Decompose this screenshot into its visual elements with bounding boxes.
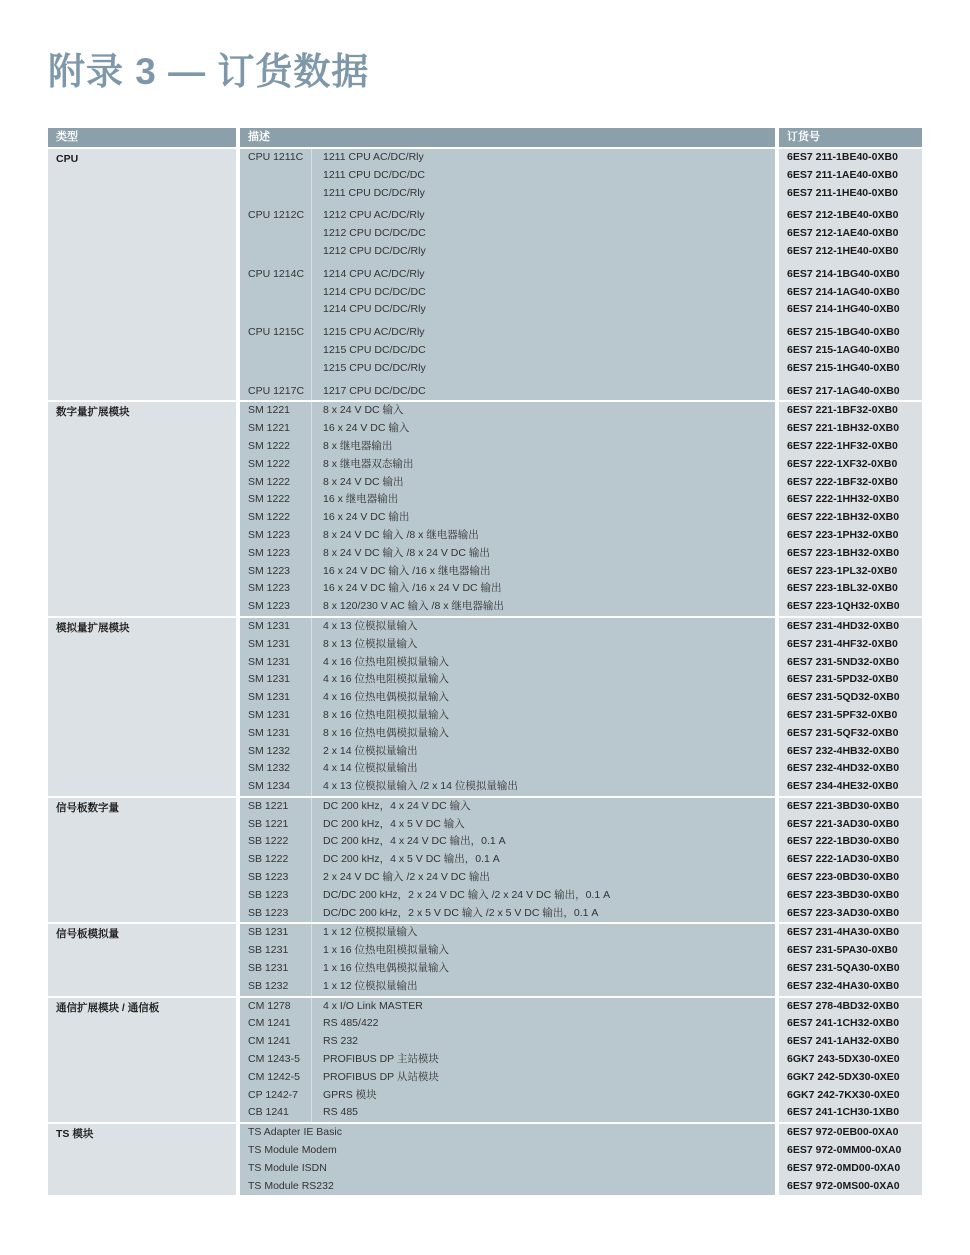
model-cell: SM 1221 — [240, 420, 312, 438]
order-number-cell: 6ES7 232-4HB32-0XB0 — [779, 743, 922, 761]
model-cell: SM 1223 — [240, 598, 312, 616]
description-cell: PROFIBUS DP 主站模块 — [312, 1051, 775, 1069]
description-cell: 1 x 12 位模拟量输入 — [312, 924, 775, 942]
order-number-cell: 6ES7 222-1HF32-0XB0 — [779, 438, 922, 456]
table-row — [240, 887, 922, 905]
description-cell: 1215 CPU DC/DC/DC — [312, 342, 775, 360]
model-cell: SM 1222 — [240, 474, 312, 492]
type-cell: 信号板模拟量 — [48, 924, 236, 995]
model-cell: SM 1222 — [240, 438, 312, 456]
description-cell: 1215 CPU DC/DC/Rly — [312, 360, 775, 378]
model-cell — [240, 342, 312, 360]
description-cell: 8 x 16 位热电阻模拟量输入 — [312, 707, 775, 725]
description-cell: 1212 CPU DC/DC/Rly — [312, 243, 775, 261]
model-cell: SB 1222 — [240, 833, 312, 851]
order-number-cell: 6ES7 972-0EB00-0XA0 — [779, 1124, 922, 1142]
description-cell: 4 x 16 位热电阻模拟量输入 — [312, 654, 775, 672]
model-cell — [240, 167, 312, 185]
description-cell: RS 485/422 — [312, 1015, 775, 1033]
table-row — [240, 202, 922, 225]
order-number-cell: 6ES7 222-1BH32-0XB0 — [779, 509, 922, 527]
table-section — [48, 924, 922, 995]
table-row — [240, 798, 922, 816]
type-cell: 模拟量扩展模块 — [48, 618, 236, 796]
model-cell: SM 1223 — [240, 563, 312, 581]
type-cell: 数字量扩展模块 — [48, 402, 236, 616]
order-number-cell: 6ES7 221-1BH32-0XB0 — [779, 420, 922, 438]
order-number-cell: 6ES7 231-5ND32-0XB0 — [779, 654, 922, 672]
table-row — [240, 998, 922, 1016]
table-section — [48, 798, 922, 923]
table-row — [240, 851, 922, 869]
description-cell: 8 x 24 V DC 输入 — [312, 402, 775, 420]
description-cell: 16 x 24 V DC 输入 /16 x 24 V DC 输出 — [312, 580, 775, 598]
model-cell: SM 1234 — [240, 778, 312, 796]
description-cell: 2 x 24 V DC 输入 /2 x 24 V DC 输出 — [312, 869, 775, 887]
description-cell: DC 200 kHz，4 x 24 V DC 输入 — [312, 798, 775, 816]
order-number-cell: 6ES7 214-1AG40-0XB0 — [779, 284, 922, 302]
order-number-cell: 6ES7 222-1BD30-0XB0 — [779, 833, 922, 851]
table-row — [240, 1069, 922, 1087]
model-cell: CM 1241 — [240, 1033, 312, 1051]
order-number-cell: 6ES7 223-1PL32-0XB0 — [779, 563, 922, 581]
model-cell — [240, 185, 312, 203]
table-header-row — [48, 128, 922, 147]
description-cell: 1212 CPU DC/DC/DC — [312, 225, 775, 243]
description-cell: 4 x 13 位模拟量输入 — [312, 618, 775, 636]
order-number-cell: 6ES7 231-5PD32-0XB0 — [779, 671, 922, 689]
description-cell: 1 x 16 位热电阻模拟量输入 — [312, 942, 775, 960]
model-cell — [240, 225, 312, 243]
table-row — [240, 1160, 922, 1178]
table-row — [240, 924, 922, 942]
order-number-cell: 6ES7 231-5QD32-0XB0 — [779, 689, 922, 707]
order-number-cell: 6GK7 243-5DX30-0XE0 — [779, 1051, 922, 1069]
order-number-cell: 6ES7 231-5QF32-0XB0 — [779, 725, 922, 743]
table-row — [240, 978, 922, 996]
table-section — [48, 998, 922, 1123]
table-row — [240, 167, 922, 185]
table-row — [240, 778, 922, 796]
description-cell: 16 x 继电器输出 — [312, 491, 775, 509]
model-cell: SM 1222 — [240, 491, 312, 509]
order-number-cell: 6ES7 972-0MM00-0XA0 — [779, 1142, 922, 1160]
order-number-cell: 6ES7 231-5QA30-0XB0 — [779, 960, 922, 978]
table-row — [240, 654, 922, 672]
order-number-cell: 6ES7 972-0MD00-0XA0 — [779, 1160, 922, 1178]
table-section — [48, 1124, 922, 1195]
table-row — [240, 816, 922, 834]
order-number-cell: 6ES7 972-0MS00-0XA0 — [779, 1178, 922, 1196]
model-cell: SB 1231 — [240, 942, 312, 960]
table-row — [240, 689, 922, 707]
table-row — [240, 760, 922, 778]
description-cell: 1211 CPU DC/DC/Rly — [312, 185, 775, 203]
section-rows — [240, 149, 922, 400]
order-number-cell: 6ES7 212-1AE40-0XB0 — [779, 225, 922, 243]
description-cell: 8 x 24 V DC 输入 /8 x 继电器输出 — [312, 527, 775, 545]
table-row — [240, 319, 922, 342]
model-cell: SM 1223 — [240, 545, 312, 563]
table-row — [240, 1178, 922, 1196]
order-number-cell: 6ES7 231-5PA30-0XB0 — [779, 942, 922, 960]
model-cell: SM 1223 — [240, 580, 312, 598]
section-rows — [240, 798, 922, 923]
table-section — [48, 402, 922, 616]
table-row — [240, 527, 922, 545]
description-cell: 8 x 13 位模拟量输入 — [312, 636, 775, 654]
model-cell — [240, 243, 312, 261]
order-table-body — [48, 149, 922, 1195]
order-number-cell: 6ES7 221-1BF32-0XB0 — [779, 402, 922, 420]
description-cell: DC/DC 200 kHz，2 x 24 V DC 输入 /2 x 24 V DC 输出，0.1 A — [312, 887, 775, 905]
order-number-cell: 6ES7 231-5PF32-0XB0 — [779, 707, 922, 725]
model-cell: SM 1221 — [240, 402, 312, 420]
order-number-cell: 6ES7 223-1QH32-0XB0 — [779, 598, 922, 616]
description-cell: 1211 CPU DC/DC/DC — [312, 167, 775, 185]
table-row — [240, 438, 922, 456]
table-row — [240, 301, 922, 319]
description-cell: 8 x 继电器输出 — [312, 438, 775, 456]
order-number-cell: 6ES7 215-1BG40-0XB0 — [779, 319, 922, 342]
table-row — [240, 743, 922, 761]
order-number-cell: 6ES7 234-4HE32-0XB0 — [779, 778, 922, 796]
table-row — [240, 491, 922, 509]
table-row — [240, 545, 922, 563]
order-number-cell: 6ES7 241-1CH32-0XB0 — [779, 1015, 922, 1033]
table-row — [240, 284, 922, 302]
table-row — [240, 261, 922, 284]
table-row — [240, 1033, 922, 1051]
section-rows — [240, 402, 922, 616]
model-cell: SB 1222 — [240, 851, 312, 869]
column-header-description: 描述 — [240, 128, 775, 147]
section-rows — [240, 618, 922, 796]
model-cell: SB 1231 — [240, 960, 312, 978]
table-row — [240, 474, 922, 492]
page-title: 附录 3 — 订货数据 — [48, 51, 370, 92]
table-section — [48, 149, 922, 400]
model-cell — [240, 284, 312, 302]
model-cell: SM 1231 — [240, 725, 312, 743]
description-cell: DC 200 kHz，4 x 5 V DC 输出，0.1 A — [312, 851, 775, 869]
table-row — [240, 1087, 922, 1105]
description-cell: 4 x 13 位模拟量输入 /2 x 14 位模拟量输出 — [312, 778, 775, 796]
description-cell: DC/DC 200 kHz，2 x 5 V DC 输入 /2 x 5 V DC 输出，0.1 A — [312, 905, 775, 923]
table-row — [240, 942, 922, 960]
table-row — [240, 636, 922, 654]
order-number-cell: 6ES7 231-4HD32-0XB0 — [779, 618, 922, 636]
model-cell: CM 1243-5 — [240, 1051, 312, 1069]
description-cell: 8 x 继电器双态输出 — [312, 456, 775, 474]
description-cell: 2 x 14 位模拟量输出 — [312, 743, 775, 761]
description-cell: RS 485 — [312, 1104, 775, 1122]
description-cell: 4 x 16 位热电偶模拟量输入 — [312, 689, 775, 707]
description-cell: 4 x I/O Link MASTER — [312, 998, 775, 1016]
order-number-cell: 6GK7 242-5DX30-0XE0 — [779, 1069, 922, 1087]
table-row — [240, 960, 922, 978]
table-row — [240, 509, 922, 527]
model-cell: SM 1231 — [240, 618, 312, 636]
description-cell: PROFIBUS DP 从站模块 — [312, 1069, 775, 1087]
description-cell: TS Module ISDN — [240, 1160, 775, 1178]
model-cell: SM 1231 — [240, 707, 312, 725]
order-number-cell: 6ES7 223-0BD30-0XB0 — [779, 869, 922, 887]
model-cell: CM 1241 — [240, 1015, 312, 1033]
model-cell: CM 1278 — [240, 998, 312, 1016]
description-cell: 4 x 14 位模拟量输出 — [312, 760, 775, 778]
model-cell: CB 1241 — [240, 1104, 312, 1122]
description-cell: 1 x 16 位热电偶模拟量输入 — [312, 960, 775, 978]
type-cell: TS 模块 — [48, 1124, 236, 1195]
order-number-cell: 6ES7 221-3AD30-0XB0 — [779, 816, 922, 834]
table-row — [240, 420, 922, 438]
order-number-cell: 6ES7 222-1AD30-0XB0 — [779, 851, 922, 869]
type-cell: 通信扩展模块 / 通信板 — [48, 998, 236, 1123]
order-number-cell: 6ES7 217-1AG40-0XB0 — [779, 378, 922, 401]
description-cell: 16 x 24 V DC 输入 /16 x 继电器输出 — [312, 563, 775, 581]
model-cell: SB 1223 — [240, 887, 312, 905]
order-number-cell: 6GK7 242-7KX30-0XE0 — [779, 1087, 922, 1105]
order-number-cell: 6ES7 214-1BG40-0XB0 — [779, 261, 922, 284]
model-cell: CPU 1215C — [240, 319, 312, 342]
model-cell: SM 1223 — [240, 527, 312, 545]
description-cell: 1211 CPU AC/DC/Rly — [312, 149, 775, 167]
description-cell: 8 x 24 V DC 输入 /8 x 24 V DC 输出 — [312, 545, 775, 563]
model-cell — [240, 360, 312, 378]
table-row — [240, 243, 922, 261]
model-cell: SM 1232 — [240, 743, 312, 761]
description-cell: 1217 CPU DC/DC/DC — [312, 378, 775, 401]
model-cell: SB 1223 — [240, 869, 312, 887]
order-number-cell: 6ES7 222-1HH32-0XB0 — [779, 491, 922, 509]
model-cell: SM 1222 — [240, 509, 312, 527]
model-cell: SM 1231 — [240, 636, 312, 654]
order-number-cell: 6ES7 222-1BF32-0XB0 — [779, 474, 922, 492]
table-row — [240, 618, 922, 636]
table-row — [240, 402, 922, 420]
table-row — [240, 598, 922, 616]
type-cell: CPU — [48, 149, 236, 400]
order-number-cell: 6ES7 215-1HG40-0XB0 — [779, 360, 922, 378]
column-header-order-no: 订货号 — [779, 128, 922, 147]
description-cell: 8 x 24 V DC 输出 — [312, 474, 775, 492]
model-cell: SB 1221 — [240, 798, 312, 816]
model-cell — [240, 301, 312, 319]
order-number-cell: 6ES7 241-1AH32-0XB0 — [779, 1033, 922, 1051]
description-cell: 1212 CPU AC/DC/Rly — [312, 202, 775, 225]
table-row — [240, 342, 922, 360]
description-cell: GPRS 模块 — [312, 1087, 775, 1105]
description-cell: 1214 CPU AC/DC/Rly — [312, 261, 775, 284]
description-cell: 16 x 24 V DC 输入 — [312, 420, 775, 438]
order-number-cell: 6ES7 211-1BE40-0XB0 — [779, 149, 922, 167]
description-cell: RS 232 — [312, 1033, 775, 1051]
model-cell: CPU 1217C — [240, 378, 312, 401]
ordering-data-table — [48, 128, 922, 1195]
model-cell: CPU 1211C — [240, 149, 312, 167]
order-number-cell: 6ES7 221-3BD30-0XB0 — [779, 798, 922, 816]
order-number-cell: 6ES7 215-1AG40-0XB0 — [779, 342, 922, 360]
table-row — [240, 580, 922, 598]
table-row — [240, 225, 922, 243]
table-section — [48, 618, 922, 796]
order-number-cell: 6ES7 212-1BE40-0XB0 — [779, 202, 922, 225]
order-number-cell: 6ES7 222-1XF32-0XB0 — [779, 456, 922, 474]
model-cell: SB 1232 — [240, 978, 312, 996]
order-number-cell: 6ES7 223-1BH32-0XB0 — [779, 545, 922, 563]
order-number-cell: 6ES7 223-3AD30-0XB0 — [779, 905, 922, 923]
description-cell: 1215 CPU AC/DC/Rly — [312, 319, 775, 342]
description-cell: TS Adapter IE Basic — [240, 1124, 775, 1142]
order-number-cell: 6ES7 223-3BD30-0XB0 — [779, 887, 922, 905]
order-number-cell: 6ES7 211-1AE40-0XB0 — [779, 167, 922, 185]
table-row — [240, 1051, 922, 1069]
table-row — [240, 378, 922, 401]
section-rows — [240, 1124, 922, 1195]
description-cell: 8 x 120/230 V AC 输入 /8 x 继电器输出 — [312, 598, 775, 616]
model-cell: CPU 1214C — [240, 261, 312, 284]
description-cell: TS Module Modem — [240, 1142, 775, 1160]
order-number-cell: 6ES7 212-1HE40-0XB0 — [779, 243, 922, 261]
description-cell: DC 200 kHz，4 x 5 V DC 输入 — [312, 816, 775, 834]
column-header-type: 类型 — [48, 128, 236, 147]
model-cell: SM 1231 — [240, 689, 312, 707]
table-row — [240, 456, 922, 474]
table-row — [240, 905, 922, 923]
section-rows — [240, 998, 922, 1123]
order-number-cell: 6ES7 223-1PH32-0XB0 — [779, 527, 922, 545]
order-number-cell: 6ES7 211-1HE40-0XB0 — [779, 185, 922, 203]
table-row — [240, 185, 922, 203]
description-cell: DC 200 kHz，4 x 24 V DC 输出，0.1 A — [312, 833, 775, 851]
table-row — [240, 149, 922, 167]
table-row — [240, 1104, 922, 1122]
table-row — [240, 833, 922, 851]
section-rows — [240, 924, 922, 995]
model-cell: SM 1232 — [240, 760, 312, 778]
model-cell: CPU 1212C — [240, 202, 312, 225]
type-cell: 信号板数字量 — [48, 798, 236, 923]
description-cell: 16 x 24 V DC 输出 — [312, 509, 775, 527]
order-number-cell: 6ES7 232-4HD32-0XB0 — [779, 760, 922, 778]
description-cell: TS Module RS232 — [240, 1178, 775, 1196]
model-cell: SB 1221 — [240, 816, 312, 834]
table-row — [240, 671, 922, 689]
table-row — [240, 725, 922, 743]
model-cell: SM 1231 — [240, 671, 312, 689]
order-number-cell: 6ES7 214-1HG40-0XB0 — [779, 301, 922, 319]
order-number-cell: 6ES7 232-4HA30-0XB0 — [779, 978, 922, 996]
model-cell: SB 1231 — [240, 924, 312, 942]
table-row — [240, 869, 922, 887]
order-number-cell: 6ES7 241-1CH30-1XB0 — [779, 1104, 922, 1122]
table-row — [240, 360, 922, 378]
description-cell: 1 x 12 位模拟量输出 — [312, 978, 775, 996]
model-cell: SM 1231 — [240, 654, 312, 672]
table-row — [240, 1124, 922, 1142]
model-cell: SB 1223 — [240, 905, 312, 923]
order-number-cell: 6ES7 223-1BL32-0XB0 — [779, 580, 922, 598]
description-cell: 8 x 16 位热电偶模拟量输入 — [312, 725, 775, 743]
model-cell: CP 1242-7 — [240, 1087, 312, 1105]
description-cell: 4 x 16 位热电阻模拟量输入 — [312, 671, 775, 689]
order-number-cell: 6ES7 278-4BD32-0XB0 — [779, 998, 922, 1016]
table-row — [240, 1015, 922, 1033]
table-row — [240, 563, 922, 581]
table-row — [240, 1142, 922, 1160]
table-row — [240, 707, 922, 725]
order-number-cell: 6ES7 231-4HA30-0XB0 — [779, 924, 922, 942]
description-cell: 1214 CPU DC/DC/Rly — [312, 301, 775, 319]
order-number-cell: 6ES7 231-4HF32-0XB0 — [779, 636, 922, 654]
model-cell: SM 1222 — [240, 456, 312, 474]
description-cell: 1214 CPU DC/DC/DC — [312, 284, 775, 302]
model-cell: CM 1242-5 — [240, 1069, 312, 1087]
